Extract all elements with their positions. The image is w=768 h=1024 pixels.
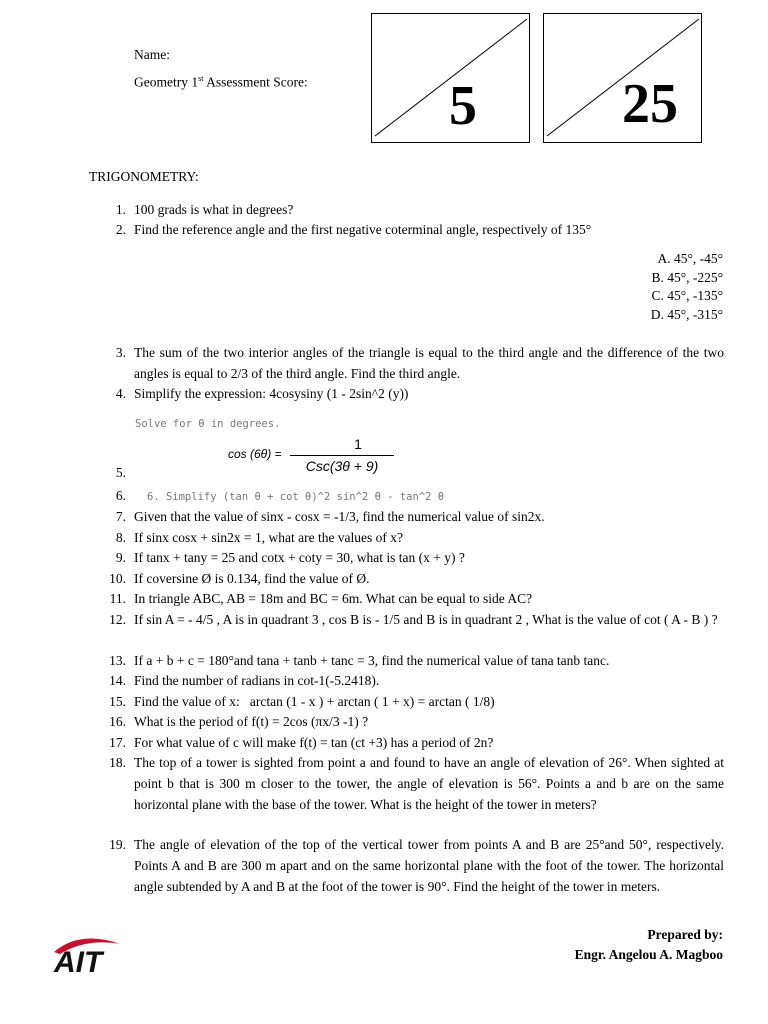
question-14: 14. Find the number of radians in cot-1(-5.2418). <box>109 673 380 688</box>
question-10: 10. If coversine Ø is 0.134, find the value of Ø. <box>109 571 370 586</box>
answer-choices <box>651 250 723 324</box>
question-7: 7. Given that the value of sinx - cosx = -1/3, find the numerical value of sin2x. <box>115 509 545 524</box>
question-11: 11. In triangle ABC, AB = 18m and BC = 6m. What can be equal to side AC? <box>109 591 533 606</box>
total-value: 25 <box>622 73 678 135</box>
choice-b: B. 45°, -225° <box>651 269 723 285</box>
q5-instruction: Solve for θ in degrees. <box>135 418 281 430</box>
prepared-label: Prepared by: <box>647 927 723 942</box>
question-19: 19. The angle of elevation of the top of the vertical tower from points A and B are 25°and 50°, respectively. Points A and B are 300 m apart and on the same horizontal plane with the foot of the tower. The horizontal angle subtended by A and B at the foot of the tower is 90°. Find the height of the tower in meters. <box>109 837 724 894</box>
question-18: 18. The top of a tower is sighted from point a and found to have an angle of elevation of 26°. When sighted at point b that is 300 m closer to the tower, the angle of elevation is 56°. Points a and b are on the same horizontal plane with the base of the tower. What is the height of the tower in meters? <box>109 755 724 812</box>
choice-a: A. 45°, -45° <box>657 251 723 266</box>
question-15: 15. Find the value of x: arctan (1 - x ) + arctan ( 1 + x) = arctan ( 1/8) <box>109 694 495 709</box>
logo-text: AIT <box>54 946 103 978</box>
q6-text: 6. Simplify (tan θ + cot θ)^2 sin^2 θ - tan^2 θ <box>147 491 445 503</box>
question-8: 8. If sinx cosx + sin2x = 1, what are the values of x? <box>115 530 404 545</box>
section-title: TRIGONOMETRY: <box>89 169 199 184</box>
choice-d: D. 45°, -315° <box>650 306 723 322</box>
total-box <box>543 13 702 143</box>
q5-lhs: cos (6θ) = <box>228 447 282 461</box>
question-1: 1. 100 grads is what in degrees? <box>115 202 294 217</box>
question-2: 2. Find the reference angle and the first negative coterminal angle, respectively of 135° <box>115 222 592 237</box>
question-9: 9. If tanx + tany = 25 and cotx + coty = 30, what is tan (x + y) ? <box>115 550 465 565</box>
question-16: 16. What is the period of f(t) = 2cos (πx/3 -1) ? <box>109 714 369 729</box>
question-12: 12. If sin A = - 4/5 , A is in quadrant 3 , cos B is - 1/5 and B is in quadrant 2 , What is the value of cot ( A - B ) ? <box>109 612 718 627</box>
question-13: 13. If a + b + c = 180°and tana + tanb + tanc = 3, find the numerical value of tana tanb tanc. <box>109 653 610 668</box>
score-box <box>371 13 530 143</box>
q5-numerator: 1 <box>354 436 362 452</box>
score-value: 5 <box>449 75 477 137</box>
prepared-by <box>575 925 723 965</box>
question-4: 4. Simplify the expression: 4cosysiny (1 - 2sin^2 (y)) <box>115 386 409 401</box>
fraction-bar <box>290 455 394 456</box>
ait-logo <box>50 928 122 978</box>
q5-denominator: Csc(3θ + 9) <box>305 458 379 474</box>
author-name: Engr. Angelou A. Magboo <box>574 947 723 962</box>
question-6: 6. 6. Simplify (tan θ + cot θ)^2 sin^2 θ - tan^2 θ <box>115 488 445 503</box>
assessment-score-label: Geometry 1st Assessment Score: <box>134 74 308 90</box>
question-17: 17. For what value of c will make f(t) = tan (ct +3) has a period of 2n? <box>109 735 494 750</box>
name-label: Name: <box>134 47 170 62</box>
choice-c: C. 45°, -135° <box>651 288 723 303</box>
question-3: 3. The sum of the two interior angles of the triangle is equal to the third angle and the difference of the two angles is equal to 2/3 of the third angle. Find the third angle. <box>115 345 724 381</box>
